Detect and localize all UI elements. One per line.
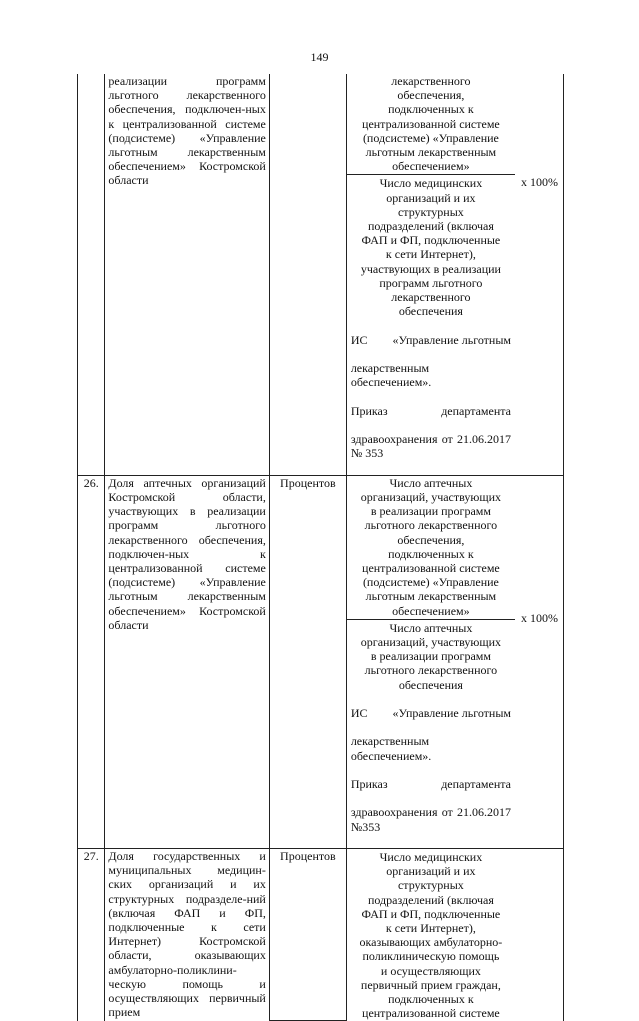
formula-denominator: Число аптечных организаций, участвующих в реализации программ льготного лекарственного обеспечения — [360, 620, 502, 692]
indicator-table — [77, 74, 564, 1021]
source-label: ИС — [350, 332, 368, 347]
percent-multiplier: x 100% — [520, 175, 558, 189]
order-dept: департамента — [441, 776, 511, 791]
page-number: 149 — [310, 50, 329, 64]
source-system-cont: лекарственным обеспечением». — [350, 361, 432, 390]
percent-multiplier: x 100% — [520, 610, 558, 625]
source-system-cont: лекарственным обеспечением». — [350, 734, 432, 763]
table-row — [78, 74, 564, 475]
formula-numerator: Число аптечных организаций, участвующих в реализации программ льготного лекарственного обеспечения, подключенных к централизованной системе (подсистеме) «Управление льготным лекарственным обеспечением» — [347, 476, 515, 620]
formula-cell — [346, 848, 515, 1021]
order-details: здравоохранения от 21.06.2017 №353 — [350, 805, 511, 834]
order-label: Приказ — [350, 403, 388, 418]
row-number — [78, 74, 105, 475]
row-number: 26. — [78, 475, 105, 848]
order-label: Приказ — [350, 776, 388, 791]
order-dept: департамента — [441, 403, 511, 418]
table-row — [78, 475, 564, 848]
indicator-name: реализации программ льготного лекарственного обеспечения, подключен-ных к централизованной системе (подсистеме) «Управление льготным лекарственным обеспечением» Костромской области — [105, 74, 269, 475]
formula-cell — [346, 74, 515, 475]
indicator-name: Доля государственных и муниципальных медицин-ских организаций и их структурных подразделе-ний (включая ФАП и ФП, подключенные к сети Интернет) Костромской области, оказывающих амбулаторно-поликлини-ческую помощь и осуществляющих первичный прием — [105, 848, 269, 1021]
row-number: 27. — [78, 848, 105, 1021]
source-system: «Управление льготным — [392, 705, 511, 720]
formula-source — [347, 318, 515, 474]
percent-cell — [515, 475, 564, 848]
unit-cell — [269, 74, 346, 475]
percent-cell — [515, 848, 564, 1021]
formula-cell — [346, 475, 515, 848]
percent-cell — [515, 74, 564, 475]
indicator-name: Доля аптечных организаций Костромской области, участвующих в реализации программ льготного лекарственного обеспечения, подключен-ных к централизованной системе (подсистеме) «Управление льготным лекарственным обеспечением» Костромской области — [105, 475, 269, 848]
order-details: здравоохранения от 21.06.2017 № 353 — [350, 432, 511, 461]
formula-denominator: Число медицинских организаций и их структурных подразделений (включая ФАП и ФП, подключенные к сети Интернет), участвующих в реализации программ льготного лекарственного обеспечения — [360, 176, 501, 319]
unit-cell: Процентов — [269, 475, 346, 848]
table-row — [78, 848, 564, 1021]
formula-source — [347, 692, 515, 848]
unit-cell: Процентов — [269, 848, 346, 1021]
formula-numerator: лекарственного обеспечения, подключенных к централизованной системе (подсистеме) «Управление льготным лекарственным обеспечением» — [347, 74, 515, 175]
formula-numerator: Число медицинских организаций и их структурных подразделений (включая ФАП и ФП, подключенные к сети Интернет), оказывающих амбулаторно- поликлиническую помощь и осуществляющих первичный прием граждан, подключенных к централизованной системе — [359, 849, 503, 1021]
source-label: ИС — [350, 705, 368, 720]
source-system: «Управление льготным — [392, 332, 511, 347]
